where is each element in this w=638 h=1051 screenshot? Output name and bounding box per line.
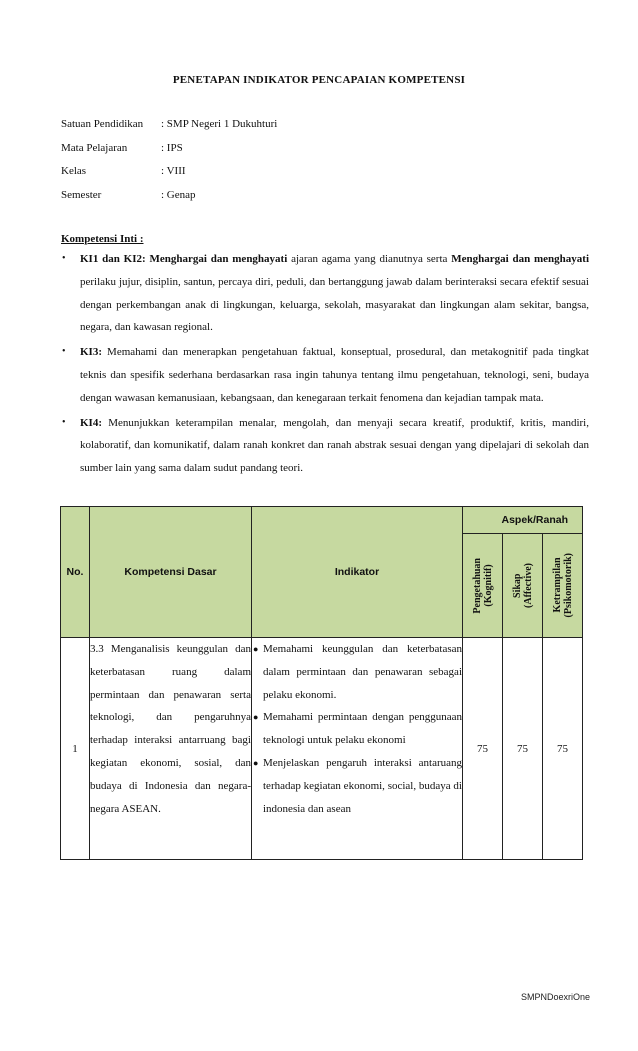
meta-label: Satuan Pendidikan <box>61 118 144 130</box>
meta-row <box>61 142 277 166</box>
ki-text: Menunjukkan keterampilan menalar, mengolah, dan menyaji secara kreatif, produktif, kritis, mandiri, kolaboratif, dan komunikatif, dalam ranah konkret dan ranah abstrak sesuai dengan yang dipelajari di sekolah dan sumber lain yang sama dalam sudut pandang teori. <box>80 416 589 475</box>
page-title: PENETAPAN INDIKATOR PENCAPAIAN KOMPETENSI <box>172 74 466 86</box>
ki-item <box>61 412 589 480</box>
header-indikator: Indikator <box>252 507 463 638</box>
meta-row <box>61 118 277 142</box>
bullet-icon: • <box>62 416 66 428</box>
meta-label: Mata Pelajaran <box>61 141 128 154</box>
header-aspek-ketrampilan <box>543 534 583 638</box>
bullet-icon: ● <box>253 757 259 768</box>
indikator-item: ● Menjelaskan pengaruh interaksi antaruang terhadap kegiatan ekonomi, social, budaya di indonesia dan asean <box>252 752 462 820</box>
meta-value: : IPS <box>161 141 183 154</box>
ki-text: ajaran agama yang dianutnya serta <box>287 253 452 265</box>
bullet-icon: • <box>62 346 66 358</box>
meta-value: : SMP Negeri 1 Dukuhturi <box>161 118 278 130</box>
row-number: 1 <box>61 638 90 860</box>
table-row <box>61 638 583 860</box>
header-aspek-sikap <box>503 534 543 638</box>
indikator-item: ● Memahami keunggulan dan keterbatasan dalam permintaan dan penawaran sebagai pelaku ekonomi. <box>252 638 462 706</box>
ki-bold: Menghargai dan menghayati <box>451 253 590 265</box>
meta-value: : VIII <box>161 165 186 178</box>
ki-text: perilaku jujur, disiplin, santun, percaya diri, peduli, dan bertanggung jawab dalam berinteraksi secara efektif sesuai dengan perkembangan anak di lingkungan, keluarga, sekolah, masyarakat dan lingkungan alam sekitar, bangsa, negara, dan kawasan regional. <box>80 275 589 334</box>
identity-block <box>61 118 277 213</box>
indikator-cell <box>252 638 463 860</box>
score-pengetahuan: 75 <box>463 638 503 860</box>
bullet-icon: ● <box>253 712 259 723</box>
indikator-item: ● Memahami permintaan dengan penggunaan teknologi untuk pelaku ekonomi <box>252 706 462 752</box>
meta-row <box>61 189 277 213</box>
score-ketrampilan: 75 <box>543 638 583 860</box>
bullet-icon: ● <box>253 644 259 654</box>
ki-lead: KI1 dan KI2: Menghargai dan menghayati <box>80 253 288 265</box>
aspek-label: Ketrampilan (Psikomotorik) <box>551 553 574 618</box>
ki-list <box>61 248 589 480</box>
ki-item <box>61 341 589 409</box>
header-aspek-pengetahuan <box>463 534 503 638</box>
bullet-icon: • <box>62 253 66 264</box>
kompetensi-dasar-text: 3.3 Menganalisis keunggulan dan keterbatasan ruang dalam permintaan dan penawaran serta teknologi, dan pengaruhnya terhadap interaksi antarruang bagi kegiatan ekonomi, sosial, dan budaya di Indonesia dan negara-negara ASEAN. <box>90 643 251 815</box>
header-kompetensi-dasar: Kompetensi Dasar <box>90 507 252 638</box>
ki-item <box>61 248 589 339</box>
meta-row <box>61 165 277 189</box>
meta-label: Semester <box>61 189 102 202</box>
header-no: No. <box>61 507 90 638</box>
kompetensi-dasar-cell <box>90 638 252 860</box>
ki-lead: KI3: <box>80 346 102 359</box>
aspek-label: Sikap (Affective) <box>511 563 534 608</box>
meta-value: : Genap <box>161 189 196 202</box>
aspek-label: Pengetahuan (Kognitif) <box>471 557 494 614</box>
ki-text: Memahami dan menerapkan pengetahuan faktual, konseptual, prosedural, dan metakognitif pada tingkat teknis dan spesifik sederhana berdasarkan rasa ingin tahunya tentang ilmu pengetahuan, teknologi, seni, budaya dengan wawasan kemanusiaan, kebangsaan, dan kenegaraan terkait fenomena dan kejadian tampak mata. <box>80 346 589 404</box>
footer-watermark: SMPNDoexriOne <box>520 992 590 1002</box>
score-sikap: 75 <box>503 638 543 860</box>
header-aspek-ranah: Aspek/Ranah <box>463 507 583 534</box>
meta-label: Kelas <box>61 165 87 178</box>
indicator-table <box>60 506 583 860</box>
ki-heading: Kompetensi Inti : <box>61 233 144 245</box>
ki-lead: KI4: <box>80 416 102 429</box>
